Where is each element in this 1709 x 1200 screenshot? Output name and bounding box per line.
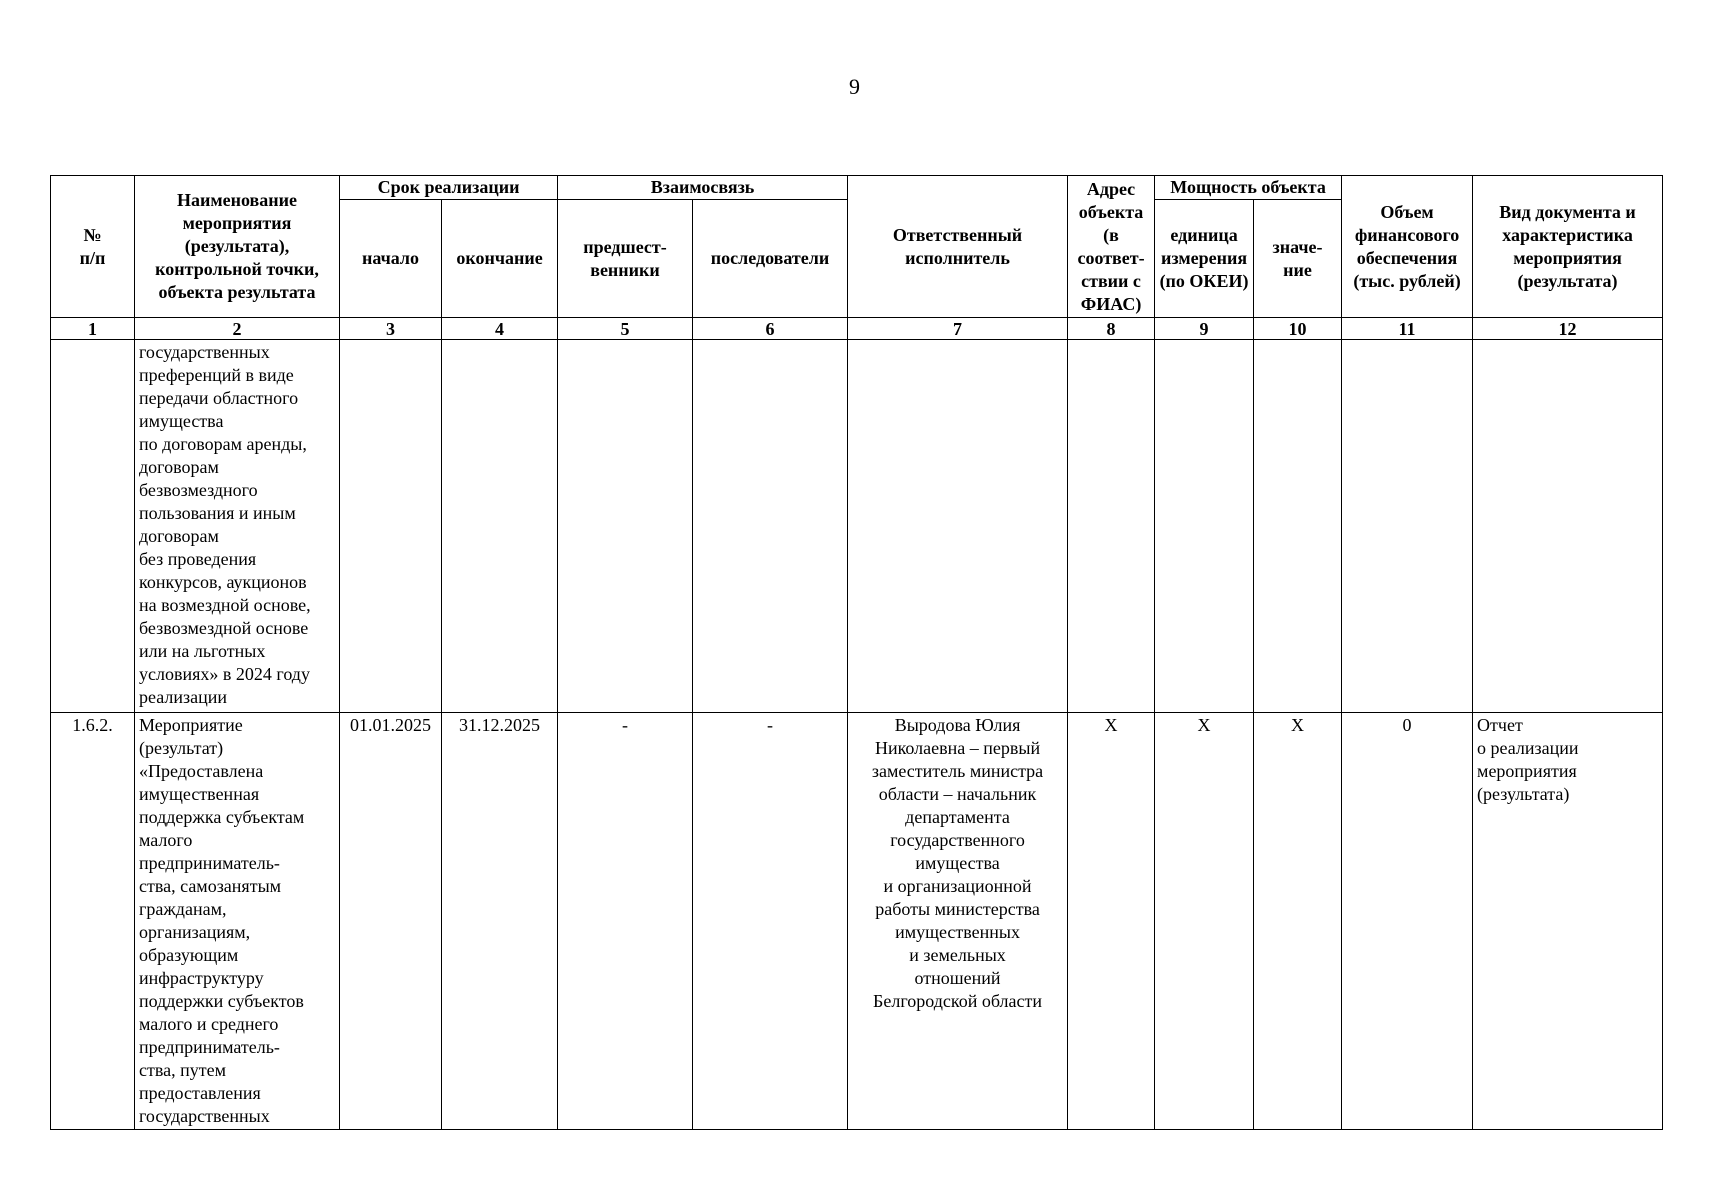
cell-pred: [558, 340, 693, 713]
column-number: 1: [51, 318, 135, 340]
cell-unit: Х: [1155, 713, 1254, 1130]
cell-doc: [1473, 340, 1663, 713]
header-capacity-value: значе- ние: [1254, 200, 1342, 318]
header-link-succ: последователи: [693, 200, 848, 318]
header-term-end: окончание: [442, 200, 558, 318]
cell-succ: -: [693, 713, 848, 1130]
cell-responsible: Выродова Юлия Николаевна – первый заместитель министра области – начальник департамента государственного имущества и организационной работы министерства имущественных и земельных отношений Белгородской области: [848, 713, 1068, 1130]
column-number-row: [51, 318, 1663, 340]
header-address: Адрес объекта (в соответ-ствии с ФИАС): [1068, 176, 1155, 318]
header-capacity-group: Мощность объекта: [1155, 176, 1342, 200]
cell-start: [340, 340, 442, 713]
cell-end: 31.12.2025: [442, 713, 558, 1130]
header-doc-type: Вид документа и характеристика мероприятия (результата): [1473, 176, 1663, 318]
cell-value: Х: [1254, 713, 1342, 1130]
column-number: 3: [340, 318, 442, 340]
cell-end: [442, 340, 558, 713]
header-row-top: [51, 176, 1663, 200]
column-number: 9: [1155, 318, 1254, 340]
cell-unit: [1155, 340, 1254, 713]
page-number: 9: [849, 74, 860, 99]
column-number: 5: [558, 318, 693, 340]
table-row: [51, 713, 1663, 1130]
column-number: 12: [1473, 318, 1663, 340]
cell-name: Мероприятие (результат) «Предоставлена имущественная поддержка субъектам малого предприниматель- ства, самозанятым гражданам, организациям, образующим инфраструктуру поддержки субъектов малого и среднего предприниматель- ства, путем предоставления государственных: [135, 713, 340, 1130]
cell-finance: 0: [1342, 713, 1473, 1130]
cell-succ: [693, 340, 848, 713]
header-num: № п/п: [51, 176, 135, 318]
column-number: 11: [1342, 318, 1473, 340]
cell-pred: -: [558, 713, 693, 1130]
cell-finance: [1342, 340, 1473, 713]
cell-doc: Отчет о реализации мероприятия (результата): [1473, 713, 1663, 1130]
column-number: 4: [442, 318, 558, 340]
header-capacity-unit: единица измерения (по ОКЕИ): [1155, 200, 1254, 318]
header-link-group: Взаимосвязь: [558, 176, 848, 200]
cell-start: 01.01.2025: [340, 713, 442, 1130]
header-term-group: Срок реализации: [340, 176, 558, 200]
header-term-start: начало: [340, 200, 442, 318]
table-row: [51, 340, 1663, 713]
cell-num: 1.6.2.: [51, 713, 135, 1130]
column-number: 8: [1068, 318, 1155, 340]
cell-responsible: [848, 340, 1068, 713]
cell-address: Х: [1068, 713, 1155, 1130]
cell-num: [51, 340, 135, 713]
cell-address: [1068, 340, 1155, 713]
header-link-pred: предшест- венники: [558, 200, 693, 318]
column-number: 10: [1254, 318, 1342, 340]
cell-value: [1254, 340, 1342, 713]
plan-table: [50, 175, 1663, 1130]
header-name: Наименование мероприятия (результата), контрольной точки, объекта результата: [135, 176, 340, 318]
header-responsible: Ответственный исполнитель: [848, 176, 1068, 318]
column-number: 7: [848, 318, 1068, 340]
cell-name: государственных преференций в виде передачи областного имущества по договорам аренды, договорам безвозмездного пользования и иным договорам без проведения конкурсов, аукционов на возмездной основе, безвозмездной основе или на льготных условиях» в 2024 году реализации: [135, 340, 340, 713]
column-number: 6: [693, 318, 848, 340]
column-number: 2: [135, 318, 340, 340]
header-finance: Объем финансового обеспечения (тыс. рублей): [1342, 176, 1473, 318]
